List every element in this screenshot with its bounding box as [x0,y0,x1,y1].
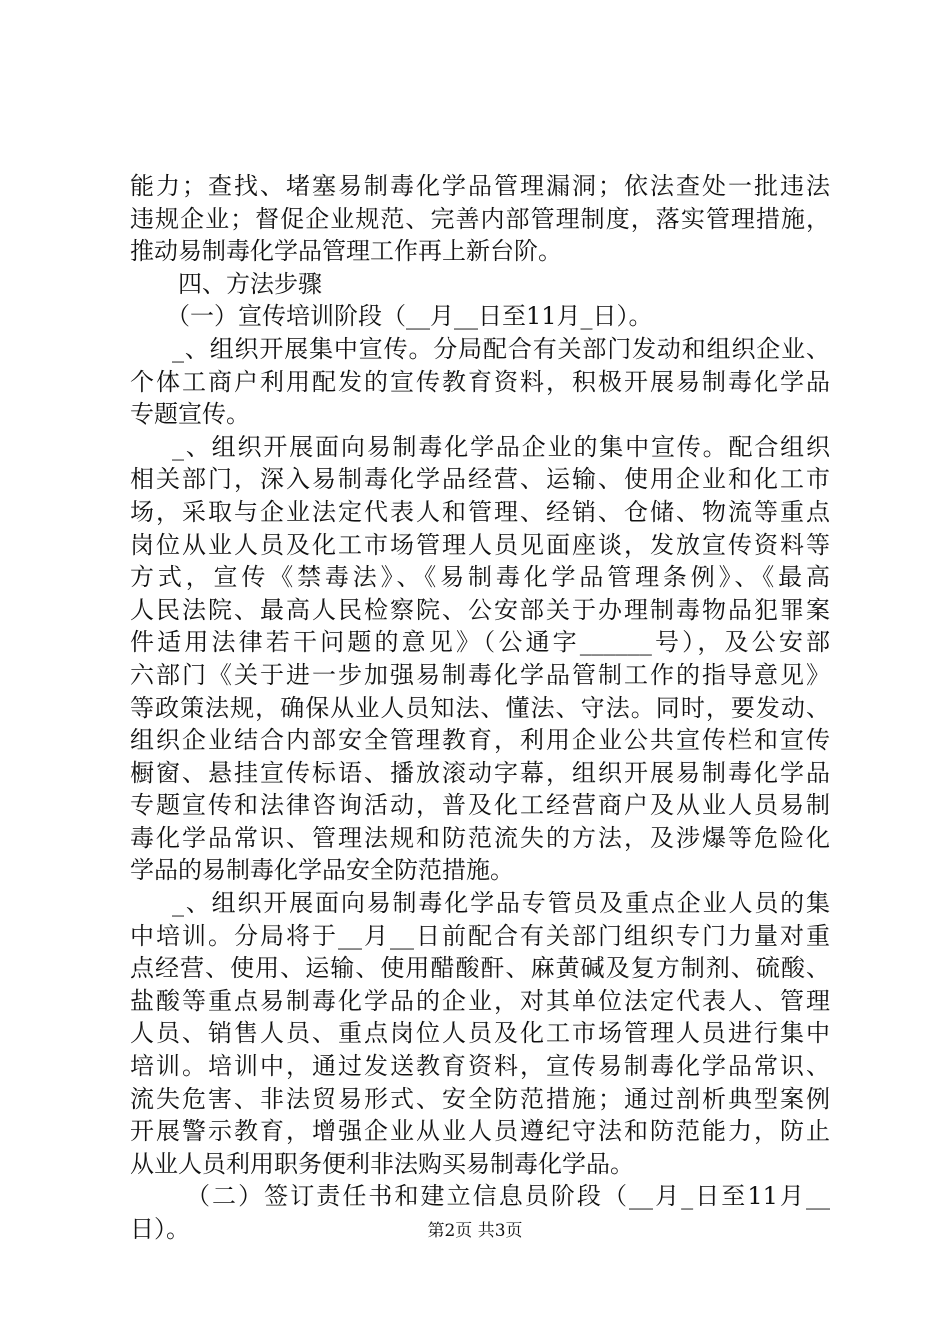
subsection-heading: （二）签订责任书和建立信息员阶段（__月_日至11月__ [186,1182,830,1211]
text-line: 能力；查找、堵塞易制毒化学品管理漏洞；依法查处一批违法 [130,172,830,200]
document-body [130,170,830,1246]
text-line: 件适用法律若干问题的意见》（公通字______号），及公安部 [130,628,830,657]
text-line: 橱窗、悬挂宣传标语、播放滚动字幕，组织开展易制毒化学品 [130,758,830,787]
text-line: 等政策法规，确保从业人员知法、懂法、守法。同时，要发动、 [130,693,830,722]
text-line: 推动易制毒化学品管理工作再上新台阶。 [130,237,562,266]
text-line: 违规企业；督促企业规范、完善内部管理制度，落实管理措施， [130,204,830,233]
page-footer: 第2页 共3页 [427,1221,523,1241]
text-line: 学品的易制毒化学品安全防范措施。 [130,856,514,885]
text-line: 开展警示教育，增强企业从业人员遵纪守法和防范能力，防止 [130,1117,830,1146]
text-line: 流失危害、非法贸易形式、安全防范措施；通过剖析典型案例 [130,1084,830,1113]
text-line: 场，采取与企业法定代表人和管理、经销、仓储、物流等重点 [130,497,830,526]
text-line: 岗位从业人员及化工市场管理人员见面座谈，发放宣传资料等 [130,530,830,559]
text-line: 日）。 [130,1215,190,1243]
text-line: _、组织开展面向易制毒化学品企业的集中宣传。配合组织 [172,432,830,461]
subsection-heading: （一）宣传培训阶段（__月__日至11月_日）。 [166,302,653,331]
text-line: _、组织开展面向易制毒化学品专管员及重点企业人员的集 [172,889,830,918]
text-line: 人民法院、最高人民检察院、公安部关于办理制毒物品犯罪案 [130,595,830,624]
text-line: 培训。培训中，通过发送教育资料，宣传易制毒化学品常识、 [130,1052,830,1081]
text-line: 相关部门，深入易制毒化学品经营、运输、使用企业和化工市 [130,465,830,494]
text-line: 盐酸等重点易制毒化学品的企业，对其单位法定代表人、管理 [130,986,830,1015]
section-heading: 四、方法步骤 [178,269,322,298]
text-line: 中培训。分局将于__月__日前配合有关部门组织专门力量对重 [130,921,830,950]
text-line: 人员、销售人员、重点岗位人员及化工市场管理人员进行集中 [130,1019,830,1048]
text-line: 方式，宣传《禁毒法》、《易制毒化学品管理条例》、《最高 [130,563,830,592]
text-line: 毒化学品常识、管理法规和防范流失的方法，及涉爆等危险化 [130,823,830,852]
text-line: 个体工商户利用配发的宣传教育资料，积极开展易制毒化学品 [130,367,830,396]
text-line: 点经营、使用、运输、使用醋酸酐、麻黄碱及复方制剂、硫酸、 [130,954,830,983]
text-line: _、组织开展集中宣传。分局配合有关部门发动和组织企业、 [172,334,830,363]
text-line: 从业人员利用职务便利非法购买易制毒化学品。 [130,1149,634,1178]
text-line: 专题宣传。 [130,400,250,429]
text-line: 组织企业结合内部安全管理教育，利用企业公共宣传栏和宣传 [130,726,830,755]
text-line: 专题宣传和法律咨询活动，普及化工经营商户及从业人员易制 [130,791,830,820]
text-line: 六部门《关于进一步加强易制毒化学品管制工作的指导意见》 [130,660,830,689]
